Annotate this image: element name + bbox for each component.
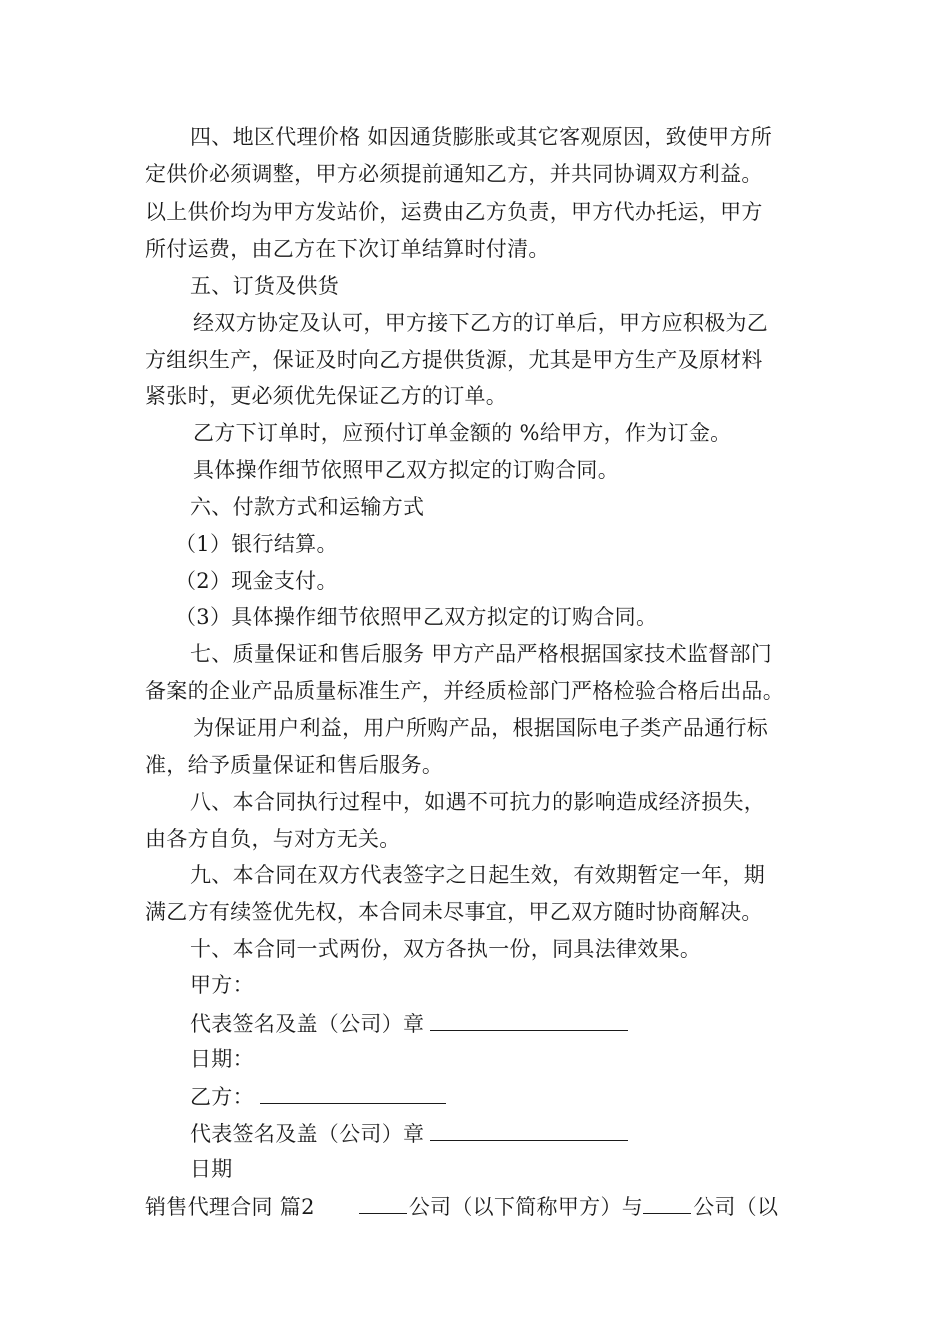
- signature-blank: [430, 1008, 628, 1031]
- paragraph-line: 八、本合同执行过程中，如遇不可抗力的影响造成经济损失，: [190, 790, 766, 814]
- party-b-label: 乙方：: [190, 1085, 254, 1109]
- date-label: 日期: [190, 1157, 233, 1181]
- paragraph-line: 紧张时，更必须优先保证乙方的订单。: [145, 384, 508, 408]
- paragraph-line: 所付运费，由乙方在下次订单结算时付清。: [145, 237, 550, 261]
- paragraph-line: 由各方自负，与对方无关。: [145, 827, 401, 851]
- paragraph-line: 七、质量保证和售后服务 甲方产品严格根据国家技术监督部门: [190, 642, 773, 666]
- rep-sign-label: 代表签名及盖（公司）章: [190, 1012, 425, 1036]
- date-label: 日期：: [190, 1047, 254, 1071]
- paragraph-line: 准，给予质量保证和售后服务。: [145, 753, 444, 777]
- list-item: （3）具体操作细节依照甲乙双方拟定的订购合同。: [175, 605, 658, 629]
- next-section-text: 公司（以: [693, 1195, 779, 1219]
- party-b-blank: [260, 1081, 446, 1104]
- next-section-heading: 销售代理合同 篇2: [145, 1195, 315, 1219]
- paragraph-line: 定供价必须调整，甲方必须提前通知乙方，并共同协调双方利益。: [145, 162, 763, 186]
- paragraph-line: 乙方下订单时，应预付订单金额的 %给甲方，作为订金。: [193, 421, 732, 445]
- paragraph-line: 四、地区代理价格 如因通货膨胀或其它客观原因，致使甲方所: [190, 125, 773, 149]
- paragraph-line: 十、本合同一式两份，双方各执一份，同具法律效果。: [190, 937, 702, 961]
- paragraph-line: 具体操作细节依照甲乙双方拟定的订购合同。: [193, 458, 619, 482]
- paragraph-line: 为保证用户利益，用户所购产品，根据国际电子类产品通行标: [193, 716, 769, 740]
- party-a-signature-line: [190, 1008, 628, 1038]
- party-a-label: 甲方：: [190, 973, 254, 997]
- list-item: （2）现金支付。: [175, 569, 338, 593]
- paragraph-line: 备案的企业产品质量标准生产，并经质检部门严格检验合格后出品。: [145, 679, 784, 703]
- next-section-line: [145, 1191, 778, 1221]
- paragraph-line: 方组织生产，保证及时向乙方提供货源，尤其是甲方生产及原材料: [145, 348, 763, 372]
- paragraph-line: 以上供价均为甲方发站价，运费由乙方负责，甲方代办托运，甲方: [145, 200, 763, 224]
- party-b-signature-line: [190, 1118, 628, 1148]
- company-blank: [643, 1191, 691, 1214]
- section-heading: 五、订货及供货: [190, 274, 340, 298]
- rep-sign-label: 代表签名及盖（公司）章: [190, 1122, 425, 1146]
- paragraph-line: 经双方协定及认可，甲方接下乙方的订单后，甲方应积极为乙: [193, 311, 769, 335]
- section-heading: 六、付款方式和运输方式: [190, 495, 425, 519]
- signature-blank: [430, 1118, 628, 1141]
- paragraph-line: 满乙方有续签优先权，本合同未尽事宜，甲乙双方随时协商解决。: [145, 900, 763, 924]
- party-b-line: [190, 1081, 446, 1111]
- paragraph-line: 九、本合同在双方代表签字之日起生效，有效期暂定一年，期: [190, 863, 766, 887]
- list-item: （1）银行结算。: [175, 532, 338, 556]
- next-section-text: 公司（以下简称甲方）与: [408, 1195, 644, 1219]
- company-blank: [359, 1191, 407, 1214]
